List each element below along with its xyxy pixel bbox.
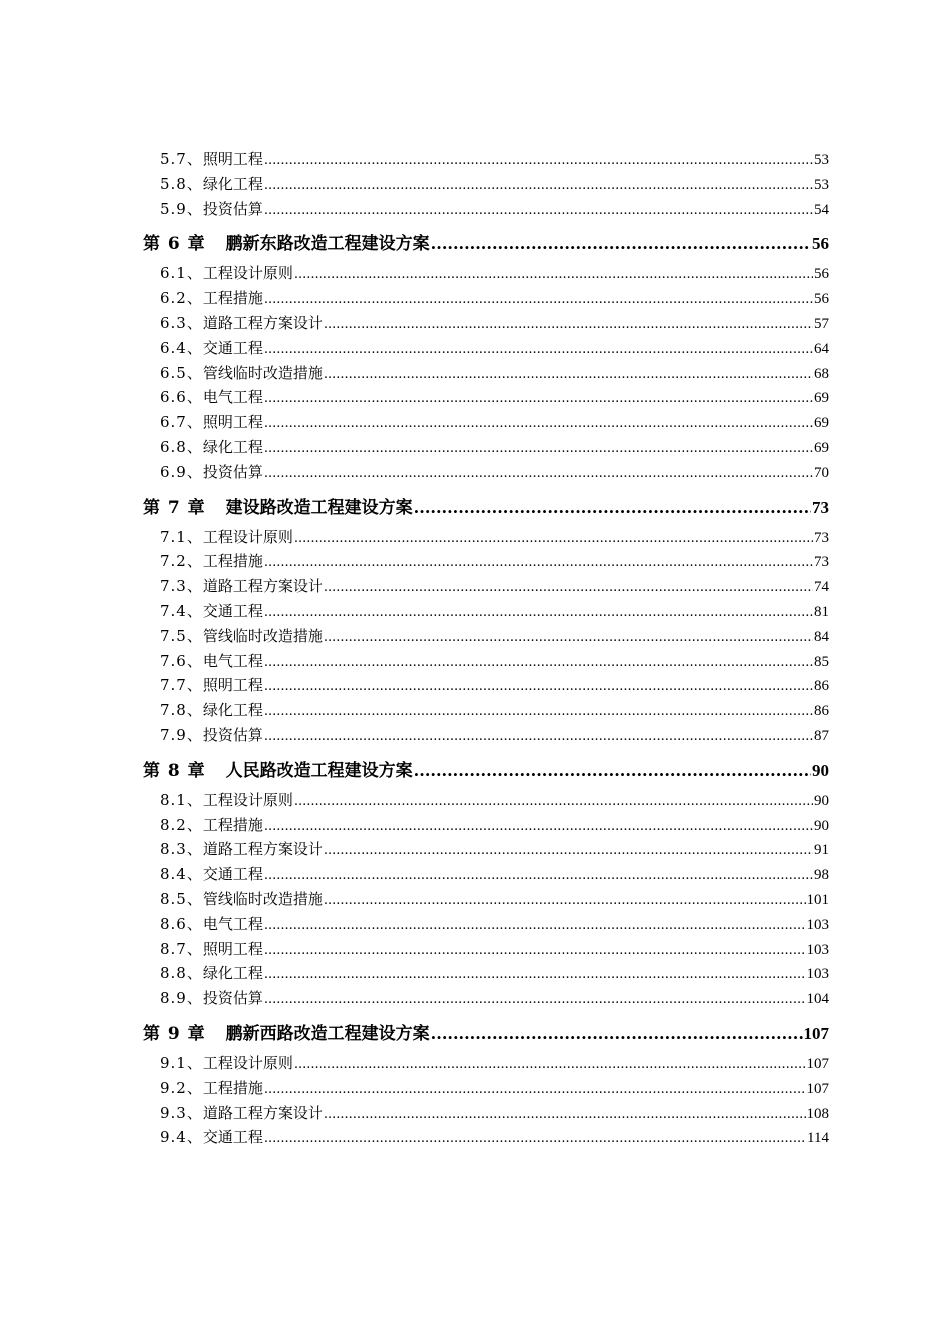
toc-entry-page: 101	[806, 891, 829, 908]
toc-entry-title: 工程措施	[202, 289, 263, 308]
toc-section-entry[interactable]	[143, 962, 829, 987]
toc-chapter-entry[interactable]	[143, 493, 829, 521]
toc-entry-number: 7.7、	[160, 676, 203, 695]
toc-entry-page: 57	[814, 315, 829, 332]
toc-entry-number: 9.2、	[160, 1078, 203, 1097]
toc-section-entry[interactable]	[143, 1052, 829, 1077]
toc-entry-page: 108	[806, 1105, 829, 1122]
toc-entry-page: 68	[814, 365, 829, 382]
toc-entry-page: 69	[814, 415, 829, 432]
toc-leader-dots	[324, 317, 813, 332]
toc-entry-number: 5.9、	[160, 199, 203, 218]
toc-chapter-entry[interactable]	[143, 229, 829, 257]
toc-leader-dots	[294, 794, 813, 809]
toc-section-entry[interactable]	[143, 814, 829, 839]
toc-entry-page: 103	[806, 966, 829, 983]
toc-entry-title: 工程措施	[202, 1078, 263, 1097]
toc-entry-page: 56	[814, 291, 829, 308]
toc-section-entry[interactable]	[143, 789, 829, 814]
toc-entry-number: 8.2、	[160, 815, 203, 834]
toc-section-entry[interactable]	[143, 312, 829, 337]
toc-entry-page: 73	[812, 497, 829, 517]
toc-entry-number: 7.6、	[160, 651, 203, 670]
toc-leader-dots	[431, 1024, 803, 1043]
toc-leader-dots	[324, 1107, 806, 1122]
toc-entry-number: 7.4、	[160, 601, 203, 620]
toc-entry-number: 8.4、	[160, 865, 203, 884]
toc-leader-dots	[264, 655, 813, 670]
toc-entry-number: 第 7 章	[143, 497, 206, 518]
toc-leader-dots	[324, 630, 813, 645]
toc-leader-dots	[264, 466, 813, 481]
toc-entry-title: 电气工程	[202, 914, 263, 933]
toc-entry-number: 6.6、	[160, 388, 203, 407]
toc-section-entry[interactable]	[143, 1077, 829, 1102]
toc-section-entry[interactable]	[143, 262, 829, 287]
toc-section-entry[interactable]	[143, 386, 829, 411]
toc-chapter-entry[interactable]	[143, 756, 829, 784]
toc-section-entry[interactable]	[143, 526, 829, 551]
toc-entry-number: 第 8 章	[143, 760, 206, 781]
toc-entry-number: 8.9、	[160, 989, 203, 1008]
toc-section-entry[interactable]	[143, 550, 829, 575]
toc-entry-number: 8.5、	[160, 889, 203, 908]
toc-entry-page: 86	[814, 678, 829, 695]
toc-entry-number: 9.4、	[160, 1128, 203, 1147]
toc-leader-dots	[431, 234, 811, 253]
toc-section-entry[interactable]	[143, 838, 829, 863]
toc-entry-number: 6.7、	[160, 413, 203, 432]
toc-entry-number: 7.3、	[160, 577, 203, 596]
toc-entry-title: 管线临时改造措施	[202, 889, 323, 908]
toc-entry-page: 84	[814, 628, 829, 645]
toc-entry-title: 工程设计原则	[202, 264, 293, 283]
toc-leader-dots	[264, 416, 813, 431]
toc-entry-number: 6.5、	[160, 363, 203, 382]
toc-entry-page: 69	[814, 439, 829, 456]
toc-section-entry[interactable]	[143, 987, 829, 1012]
toc-entry-title: 投资估算	[202, 462, 263, 481]
toc-entry-number: 第 9 章	[143, 1023, 206, 1044]
toc-leader-dots	[264, 992, 806, 1007]
toc-entry-title: 道路工程方案设计	[202, 577, 323, 596]
toc-section-entry[interactable]	[143, 600, 829, 625]
toc-entry-title: 照明工程	[202, 939, 263, 958]
toc-entry-title: 绿化工程	[202, 437, 263, 456]
toc-entry-title: 道路工程方案设计	[202, 1103, 323, 1122]
toc-entry-number: 8.6、	[160, 914, 203, 933]
toc-entry-page: 103	[806, 916, 829, 933]
toc-entry-title: 照明工程	[202, 150, 263, 168]
toc-leader-dots	[414, 761, 811, 780]
toc-entry-title: 投资估算	[202, 989, 263, 1008]
toc-entry-title: 人民路改造工程建设方案	[225, 760, 413, 781]
toc-entry-title: 绿化工程	[202, 174, 263, 193]
toc-leader-dots	[294, 1057, 806, 1072]
toc-entry-page: 90	[812, 760, 829, 780]
toc-leader-dots	[324, 580, 813, 595]
toc-entry-page: 73	[814, 554, 829, 571]
toc-entry-page: 73	[814, 529, 829, 546]
toc-section-entry[interactable]	[143, 863, 829, 888]
table-of-contents	[143, 148, 829, 1151]
toc-entry-page: 85	[814, 653, 829, 670]
toc-entry-title: 投资估算	[202, 199, 263, 218]
toc-entry-title: 电气工程	[202, 651, 263, 670]
toc-entry-number: 6.8、	[160, 437, 203, 456]
toc-section-entry[interactable]	[143, 674, 829, 699]
toc-leader-dots	[264, 967, 806, 982]
toc-entry-number: 7.1、	[160, 527, 203, 546]
toc-entry-page: 107	[803, 1023, 829, 1043]
toc-entry-number: 7.9、	[160, 725, 203, 744]
toc-entry-title: 电气工程	[202, 388, 263, 407]
toc-leader-dots	[264, 943, 806, 958]
toc-entry-title: 道路工程方案设计	[202, 840, 323, 859]
toc-leader-dots	[264, 704, 813, 719]
toc-entry-number: 9.3、	[160, 1103, 203, 1122]
toc-entry-title: 工程措施	[202, 552, 263, 571]
toc-leader-dots	[414, 498, 811, 517]
toc-entry-title: 鹏新西路改造工程建设方案	[225, 1023, 430, 1044]
toc-section-entry[interactable]	[143, 625, 829, 650]
toc-leader-dots	[264, 819, 813, 834]
toc-leader-dots	[264, 1131, 806, 1146]
toc-section-entry[interactable]	[143, 411, 829, 436]
toc-entry-title: 鹏新东路改造工程建设方案	[225, 234, 430, 255]
toc-chapter-entry[interactable]	[143, 1019, 829, 1047]
toc-entry-page: 86	[814, 703, 829, 720]
toc-section-entry[interactable]	[143, 362, 829, 387]
toc-entry-page: 53	[814, 152, 829, 168]
toc-entry-title: 交通工程	[202, 1128, 263, 1147]
toc-entry-number: 6.2、	[160, 289, 203, 308]
toc-section-entry[interactable]	[143, 148, 829, 173]
toc-section-entry[interactable]	[143, 888, 829, 913]
toc-entry-page: 53	[814, 176, 829, 193]
toc-entry-title: 投资估算	[202, 725, 263, 744]
toc-section-entry[interactable]	[143, 337, 829, 362]
toc-entry-page: 90	[814, 792, 829, 809]
toc-entry-number: 8.7、	[160, 939, 203, 958]
toc-entry-number: 5.7、	[160, 150, 203, 168]
toc-entry-title: 交通工程	[202, 865, 263, 884]
toc-section-entry[interactable]	[143, 650, 829, 675]
toc-entry-number: 7.5、	[160, 626, 203, 645]
toc-entry-title: 工程措施	[202, 815, 263, 834]
toc-entry-page: 103	[806, 941, 829, 958]
toc-entry-title: 道路工程方案设计	[202, 313, 323, 332]
toc-entry-number: 6.3、	[160, 313, 203, 332]
toc-leader-dots	[324, 843, 813, 858]
toc-entry-page: 104	[806, 991, 829, 1008]
toc-entry-page: 90	[814, 817, 829, 834]
toc-entry-title: 管线临时改造措施	[202, 626, 323, 645]
toc-entry-page: 56	[812, 234, 829, 254]
toc-entry-page: 64	[814, 340, 829, 357]
toc-section-entry[interactable]	[143, 699, 829, 724]
toc-leader-dots	[264, 292, 813, 307]
toc-leader-dots	[264, 1082, 806, 1097]
toc-section-entry[interactable]	[143, 461, 829, 486]
toc-entry-number: 8.1、	[160, 790, 203, 809]
toc-section-entry[interactable]	[143, 913, 829, 938]
toc-leader-dots	[324, 367, 813, 382]
toc-entry-title: 工程设计原则	[202, 1053, 293, 1072]
toc-entry-page: 56	[814, 266, 829, 283]
toc-section-entry[interactable]	[143, 575, 829, 600]
toc-entry-number: 8.8、	[160, 964, 203, 983]
toc-entry-number: 8.3、	[160, 840, 203, 859]
toc-section-entry[interactable]	[143, 436, 829, 461]
toc-entry-title: 照明工程	[202, 413, 263, 432]
toc-entry-title: 交通工程	[202, 338, 263, 357]
toc-leader-dots	[264, 391, 813, 406]
toc-entry-title: 绿化工程	[202, 701, 263, 720]
toc-entry-page: 107	[806, 1055, 829, 1072]
toc-entry-number: 7.2、	[160, 552, 203, 571]
toc-leader-dots	[264, 441, 813, 456]
toc-leader-dots	[324, 893, 806, 908]
toc-leader-dots	[264, 555, 813, 570]
toc-entry-title: 照明工程	[202, 676, 263, 695]
toc-leader-dots	[264, 178, 813, 193]
toc-entry-title: 管线临时改造措施	[202, 363, 323, 382]
toc-leader-dots	[294, 267, 813, 282]
toc-section-entry[interactable]	[143, 1126, 829, 1151]
toc-leader-dots	[264, 918, 806, 933]
toc-entry-page: 107	[806, 1080, 829, 1097]
toc-leader-dots	[264, 203, 813, 218]
toc-entry-number: 6.9、	[160, 462, 203, 481]
toc-leader-dots	[264, 605, 813, 620]
toc-entry-page: 74	[814, 579, 829, 596]
toc-entry-number: 6.1、	[160, 264, 203, 283]
toc-entry-number: 6.4、	[160, 338, 203, 357]
toc-entry-page: 54	[814, 201, 829, 218]
toc-entry-page: 114	[807, 1130, 829, 1147]
toc-section-entry[interactable]	[143, 938, 829, 963]
toc-leader-dots	[264, 729, 813, 744]
toc-entry-page: 70	[814, 464, 829, 481]
toc-leader-dots	[264, 679, 813, 694]
toc-leader-dots	[294, 531, 813, 546]
toc-section-entry[interactable]	[143, 173, 829, 198]
toc-section-entry[interactable]	[143, 287, 829, 312]
toc-section-entry[interactable]	[143, 198, 829, 223]
toc-entry-number: 5.8、	[160, 174, 203, 193]
toc-entry-page: 87	[814, 727, 829, 744]
toc-entry-page: 91	[814, 842, 829, 859]
toc-entry-page: 81	[814, 603, 829, 620]
toc-section-entry[interactable]	[143, 724, 829, 749]
toc-entry-title: 绿化工程	[202, 964, 263, 983]
toc-entry-page: 69	[814, 390, 829, 407]
toc-entry-page: 98	[814, 867, 829, 884]
toc-leader-dots	[264, 153, 813, 168]
toc-leader-dots	[264, 342, 813, 357]
toc-section-entry[interactable]	[143, 1102, 829, 1127]
toc-entry-number: 9.1、	[160, 1053, 203, 1072]
toc-entry-number: 7.8、	[160, 701, 203, 720]
toc-entry-number: 第 6 章	[143, 234, 206, 255]
toc-entry-title: 建设路改造工程建设方案	[225, 497, 413, 518]
toc-entry-title: 工程设计原则	[202, 527, 293, 546]
toc-leader-dots	[264, 868, 813, 883]
toc-entry-title: 交通工程	[202, 601, 263, 620]
toc-entry-title: 工程设计原则	[202, 790, 293, 809]
